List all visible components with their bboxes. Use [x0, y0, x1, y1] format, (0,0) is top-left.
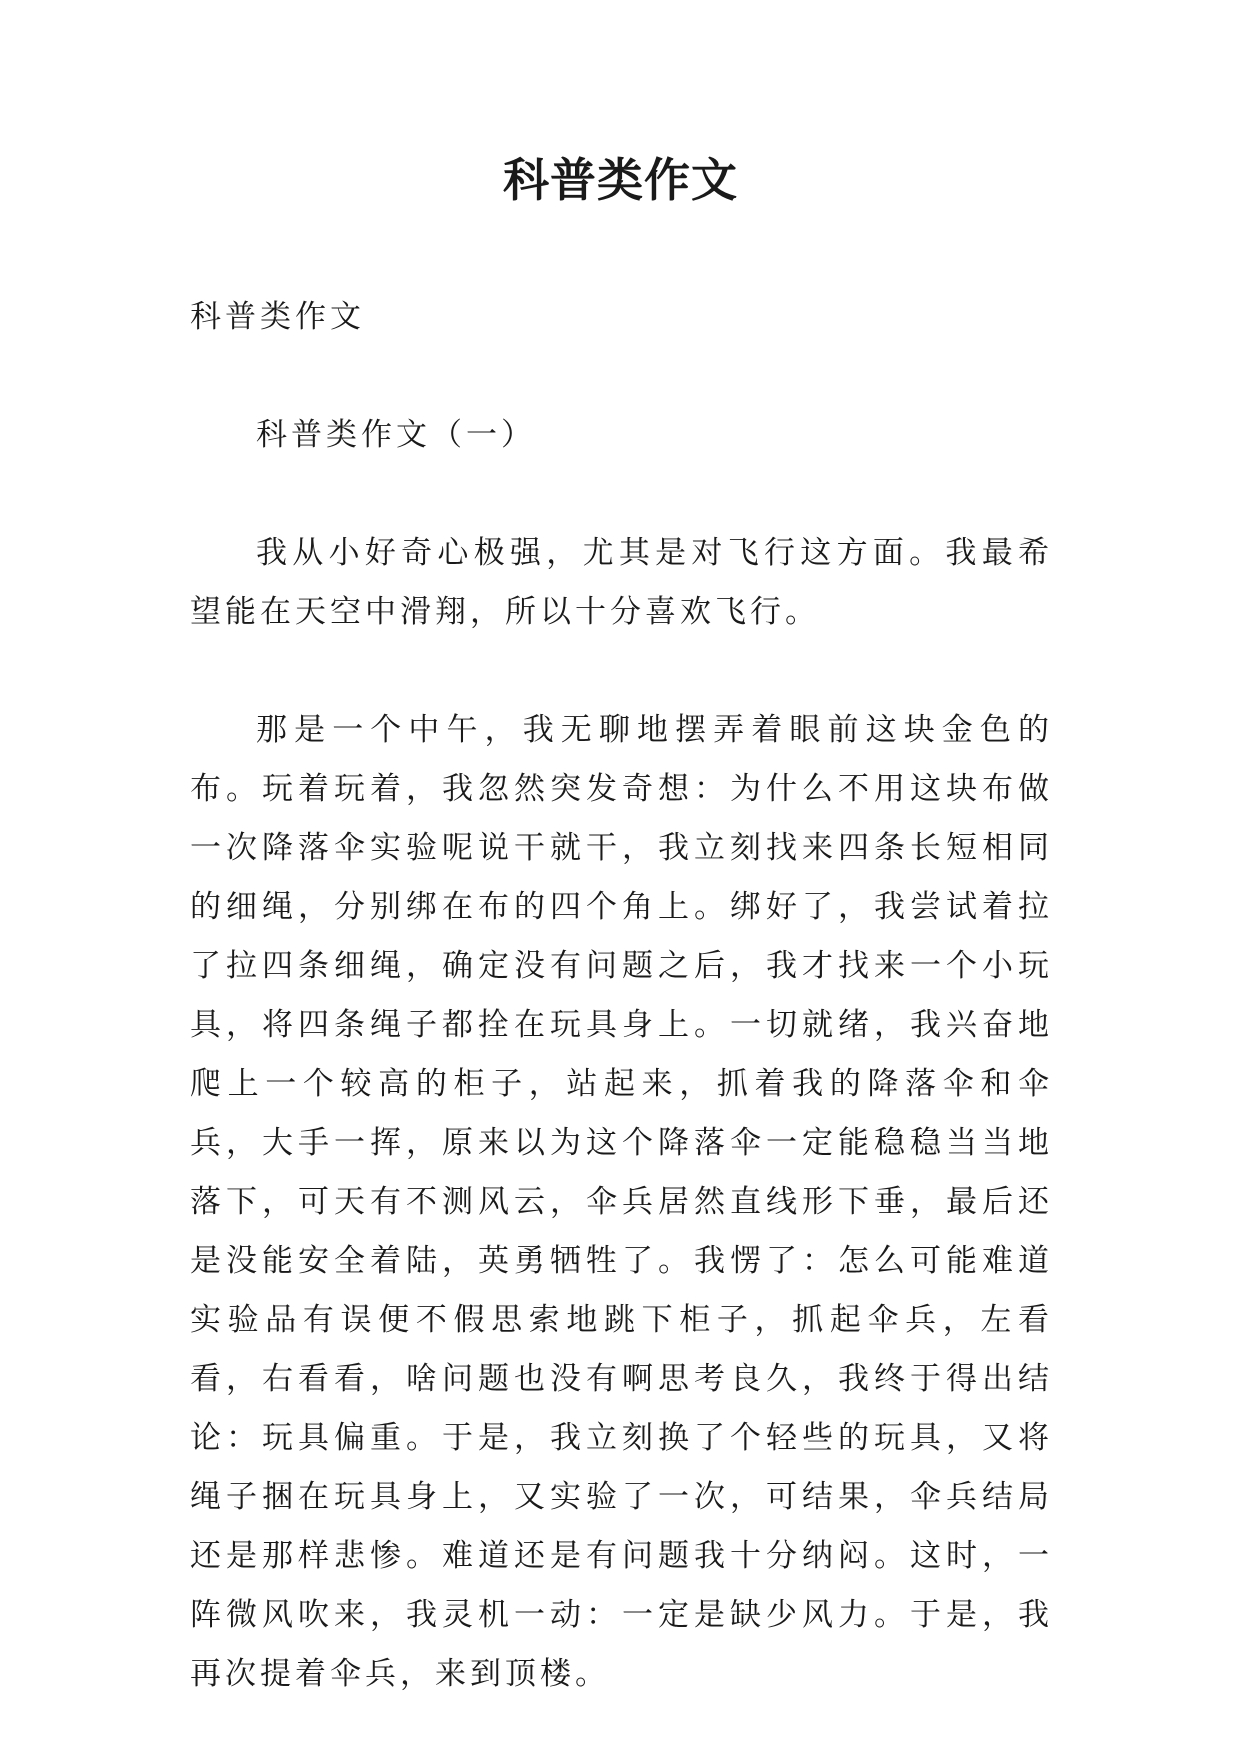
paragraph: 那是一个中午，我无聊地摆弄着眼前这块金色的布。玩着玩着，我忽然突发奇想：为什么不用这块布做一次降落伞实验呢说干就干，我立刻找来四条长短相同的细绳，分别绑在布的四个角上。绑好了，我尝试着拉了拉四条细绳，确定没有问题之后，我才找来一个小玩具，将四条绳子都拴在玩具身上。一切就绪，我兴奋地爬上一个较高的柜子，站起来，抓着我的降落伞和伞兵，大手一挥，原来以为这个降落伞一定能稳稳当当地落下，可天有不测风云，伞兵居然直线形下垂，最后还是没能安全着陆，英勇牺牲了。我愣了：怎么可能难道实验品有误便不假思索地跳下柜子，抓起伞兵，左看看，右看看，啥问题也没有啊思考良久，我终于得出结论：玩具偏重。于是，我立刻换了个轻些的玩具，又将绳子捆在玩具身上，又实验了一次，可结果，伞兵结局还是那样悲惨。难道还是有问题我十分纳闷。这时，一阵微风吹来，我灵机一动：一定是缺少风力。于是，我再次提着伞兵，来到顶楼。: [190, 712, 1053, 1692]
section-label: 科普类作文: [190, 299, 365, 335]
document-body: [190, 288, 1053, 1704]
section-subtitle: 科普类作文（一）: [256, 417, 536, 453]
paragraph: 我从小好奇心极强，尤其是对飞行这方面。我最希望能在天空中滑翔，所以十分喜欢飞行。: [190, 535, 1053, 630]
document-title: 科普类作文: [503, 153, 738, 207]
